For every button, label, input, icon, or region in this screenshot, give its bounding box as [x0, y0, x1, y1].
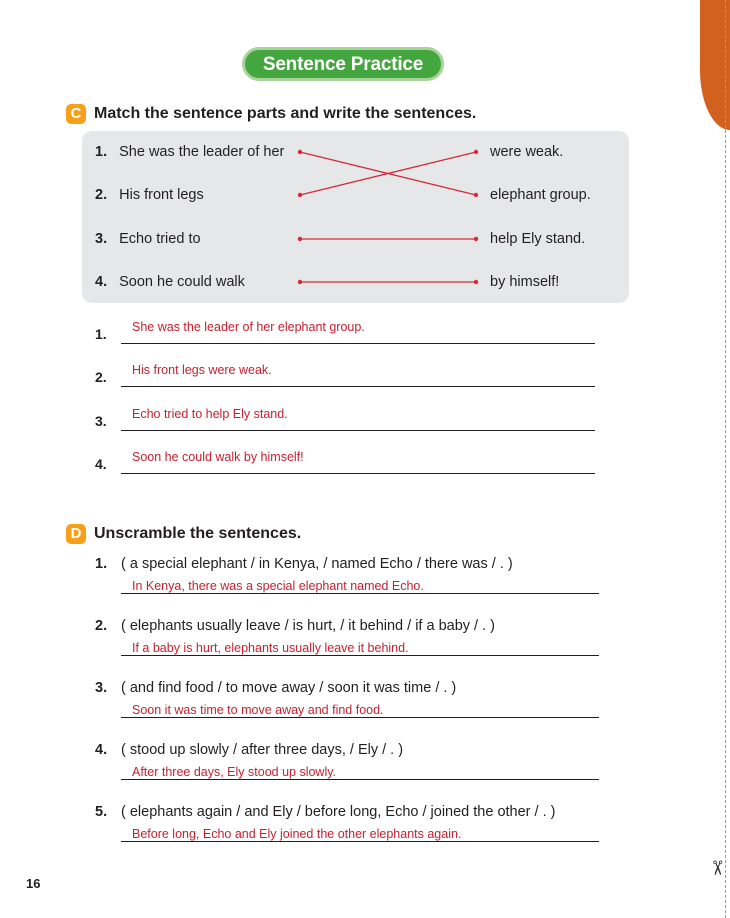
left-item: [95, 187, 204, 203]
write-line: [95, 407, 595, 431]
left-item-num: 2.: [95, 187, 108, 203]
right-item: elephant group.: [490, 187, 591, 203]
unscramble-answer[interactable]: Before long, Echo and Ely joined the other elephants again.: [132, 827, 462, 841]
section-c-letter: C: [66, 104, 86, 124]
unscramble-num: 1.: [95, 556, 108, 572]
section-d-heading-text: Unscramble the sentences.: [94, 525, 302, 542]
answer-rule: [121, 343, 595, 344]
left-item-text: Soon he could walk: [119, 274, 245, 290]
answer-rule: [121, 430, 595, 431]
section-c-heading-text: Match the sentence parts and write the sentences.: [94, 105, 477, 122]
page-number: 16: [26, 876, 41, 891]
written-answer[interactable]: Soon he could walk by himself!: [132, 450, 304, 464]
written-answer[interactable]: Echo tried to help Ely stand.: [132, 407, 288, 421]
unscramble-prompt-text: ( elephants again / and Ely / before long, Echo / joined the other / . ): [121, 804, 556, 820]
write-line-num: 1.: [95, 326, 107, 342]
left-item-num: 3.: [95, 231, 108, 247]
unscramble-answer[interactable]: If a baby is hurt, elephants usually leave it behind.: [132, 641, 409, 655]
write-line-num: 4.: [95, 456, 107, 472]
unscramble-answer[interactable]: After three days, Ely stood up slowly.: [132, 765, 337, 779]
left-item: [95, 274, 245, 290]
written-answer[interactable]: His front legs were weak.: [132, 363, 272, 377]
answer-rule: [121, 386, 595, 387]
written-answer[interactable]: She was the leader of her elephant group.: [132, 320, 365, 334]
unscramble-num: 3.: [95, 680, 108, 696]
answer-rule: [121, 717, 599, 718]
unscramble-prompt-text: ( a special elephant / in Kenya, / named Echo / there was / . ): [121, 556, 513, 572]
left-item-num: 4.: [95, 274, 108, 290]
section-d-heading: [66, 524, 301, 544]
unscramble-num: 4.: [95, 742, 108, 758]
unscramble-prompt-text: ( and find food / to move away / soon it was time / . ): [121, 680, 457, 696]
unscramble-num: 5.: [95, 804, 108, 820]
answer-rule: [121, 655, 599, 656]
unscramble-prompt-text: ( elephants usually leave / is hurt, / it behind / if a baby / . ): [121, 618, 495, 634]
write-line-num: 3.: [95, 413, 107, 429]
unscramble-prompt: [95, 618, 495, 634]
left-item-num: 1.: [95, 144, 108, 160]
scissors-icon: ✂: [705, 859, 728, 877]
unscramble-prompt: [95, 742, 403, 758]
right-item: by himself!: [490, 274, 560, 290]
write-line: [95, 320, 595, 344]
unscramble-prompt: [95, 680, 456, 696]
unscramble-answer[interactable]: Soon it was time to move away and find food.: [132, 703, 384, 717]
unscramble-prompt: [95, 804, 555, 820]
unscramble-num: 2.: [95, 618, 108, 634]
unscramble-prompt-text: ( stood up slowly / after three days, / Ely / . ): [121, 742, 404, 758]
left-item-text: Echo tried to: [119, 231, 201, 247]
right-item: were weak.: [490, 144, 564, 160]
write-line: [95, 363, 595, 387]
answer-rule: [121, 473, 595, 474]
answer-rule: [121, 841, 599, 842]
left-item: [95, 144, 284, 160]
left-item: [95, 231, 201, 247]
unscramble-prompt: [95, 556, 513, 572]
unscramble-answer[interactable]: In Kenya, there was a special elephant named Echo.: [132, 579, 424, 593]
left-item-text: His front legs: [119, 187, 204, 203]
section-d-letter: D: [66, 524, 86, 544]
answer-rule: [121, 779, 599, 780]
right-item: help Ely stand.: [490, 231, 586, 247]
page-title: Sentence Practice: [242, 47, 444, 81]
write-line-num: 2.: [95, 369, 107, 385]
answer-rule: [121, 593, 599, 594]
left-item-text: She was the leader of her: [119, 144, 285, 160]
write-line: [95, 450, 595, 474]
section-c-heading: [66, 104, 476, 124]
cut-line: [725, 0, 726, 918]
